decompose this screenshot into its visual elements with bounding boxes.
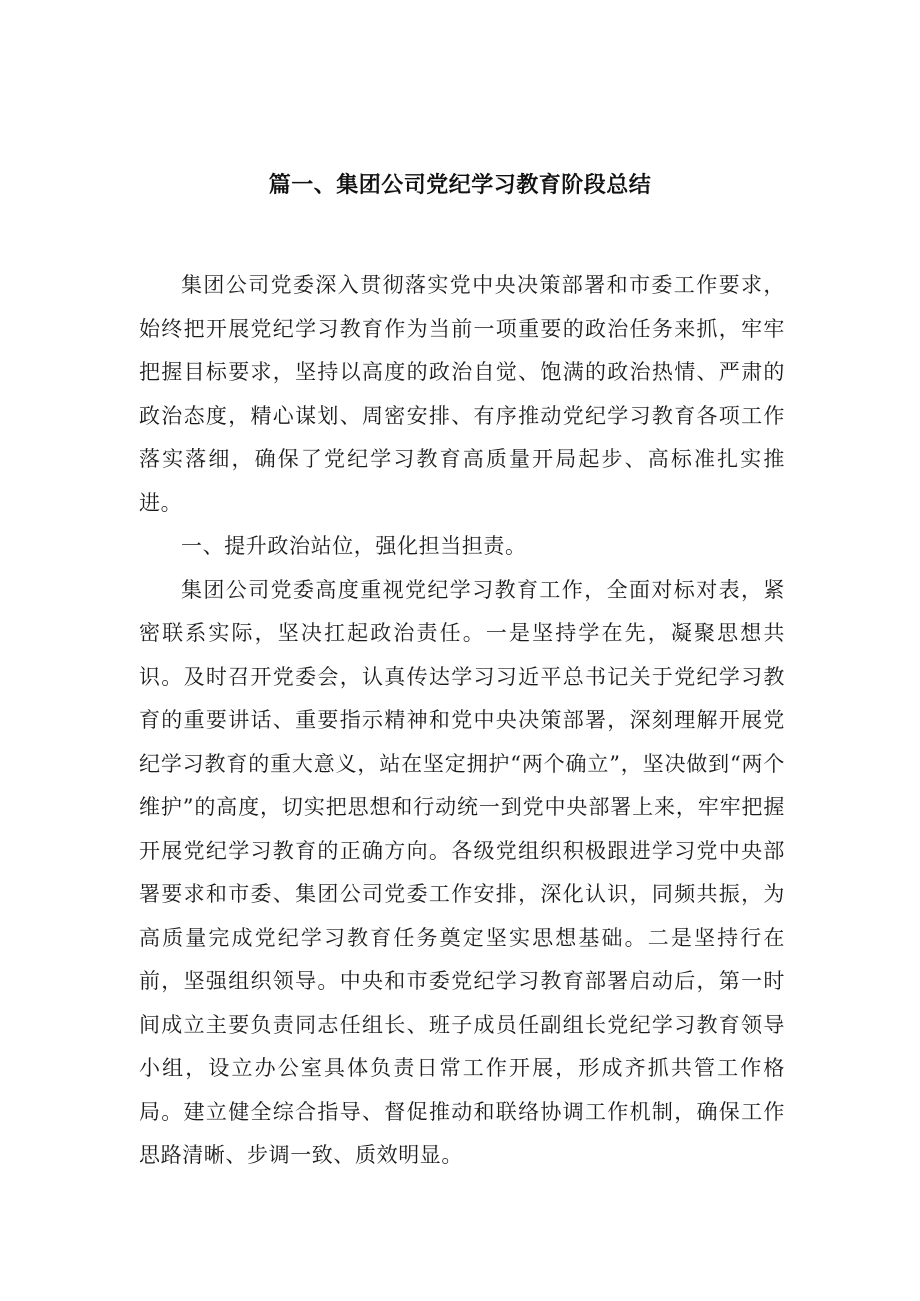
section-heading-1: 一、提升政治站位，强化担当担责。 [181, 534, 527, 558]
intro-paragraph: 集团公司党委深入贯彻落实党中央决策部署和市委工作要求，始终把开展党纪学习教育作为当前一项重要的政治任务来抓，牢牢把握目标要求，坚持以高度的政治自觉、饱满的政治热情、严肃的政治态度，精心谋划、周密安排、有序推动党纪学习教育各项工作落实落细，确保了党纪学习教育高质量开局起步、高标准扎实推进。 [139, 273, 785, 515]
document-body [139, 264, 785, 1178]
document-title: 篇一、集团公司党纪学习教育阶段总结 [268, 173, 652, 198]
section-1-paragraph: 集团公司党委高度重视党纪学习教育工作，全面对标对表，紧密联系实际，坚决扛起政治责任。一是坚持学在先，凝聚思想共识。及时召开党委会，认真传达学习习近平总书记关于党纪学习教育的重要讲话、重要指示精神和党中央决策部署，深刻理解开展党纪学习教育的重大意义，站在坚定拥护“两个确立”，坚决做到“两个维护”的高度，切实把思想和行动统一到党中央部署上来，牢牢把握开展党纪学习教育的正确方向。各级党组织积极跟进学习党中央部署要求和市委、集团公司党委工作安排，深化认识，同频共振，为高质量完成党纪学习教育任务奠定坚实思想基础。二是坚持行在前，坚强组织领导。中央和市委党纪学习教育部署启动后，第一时间成立主要负责同志任组长、班子成员任副组长党纪学习教育领导小组，设立办公室具体负责日常工作开展，形成齐抓共管工作格局。建立健全综合指导、督促推动和联络协调工作机制，确保工作思路清晰、步调一致、质效明显。 [139, 577, 785, 1167]
